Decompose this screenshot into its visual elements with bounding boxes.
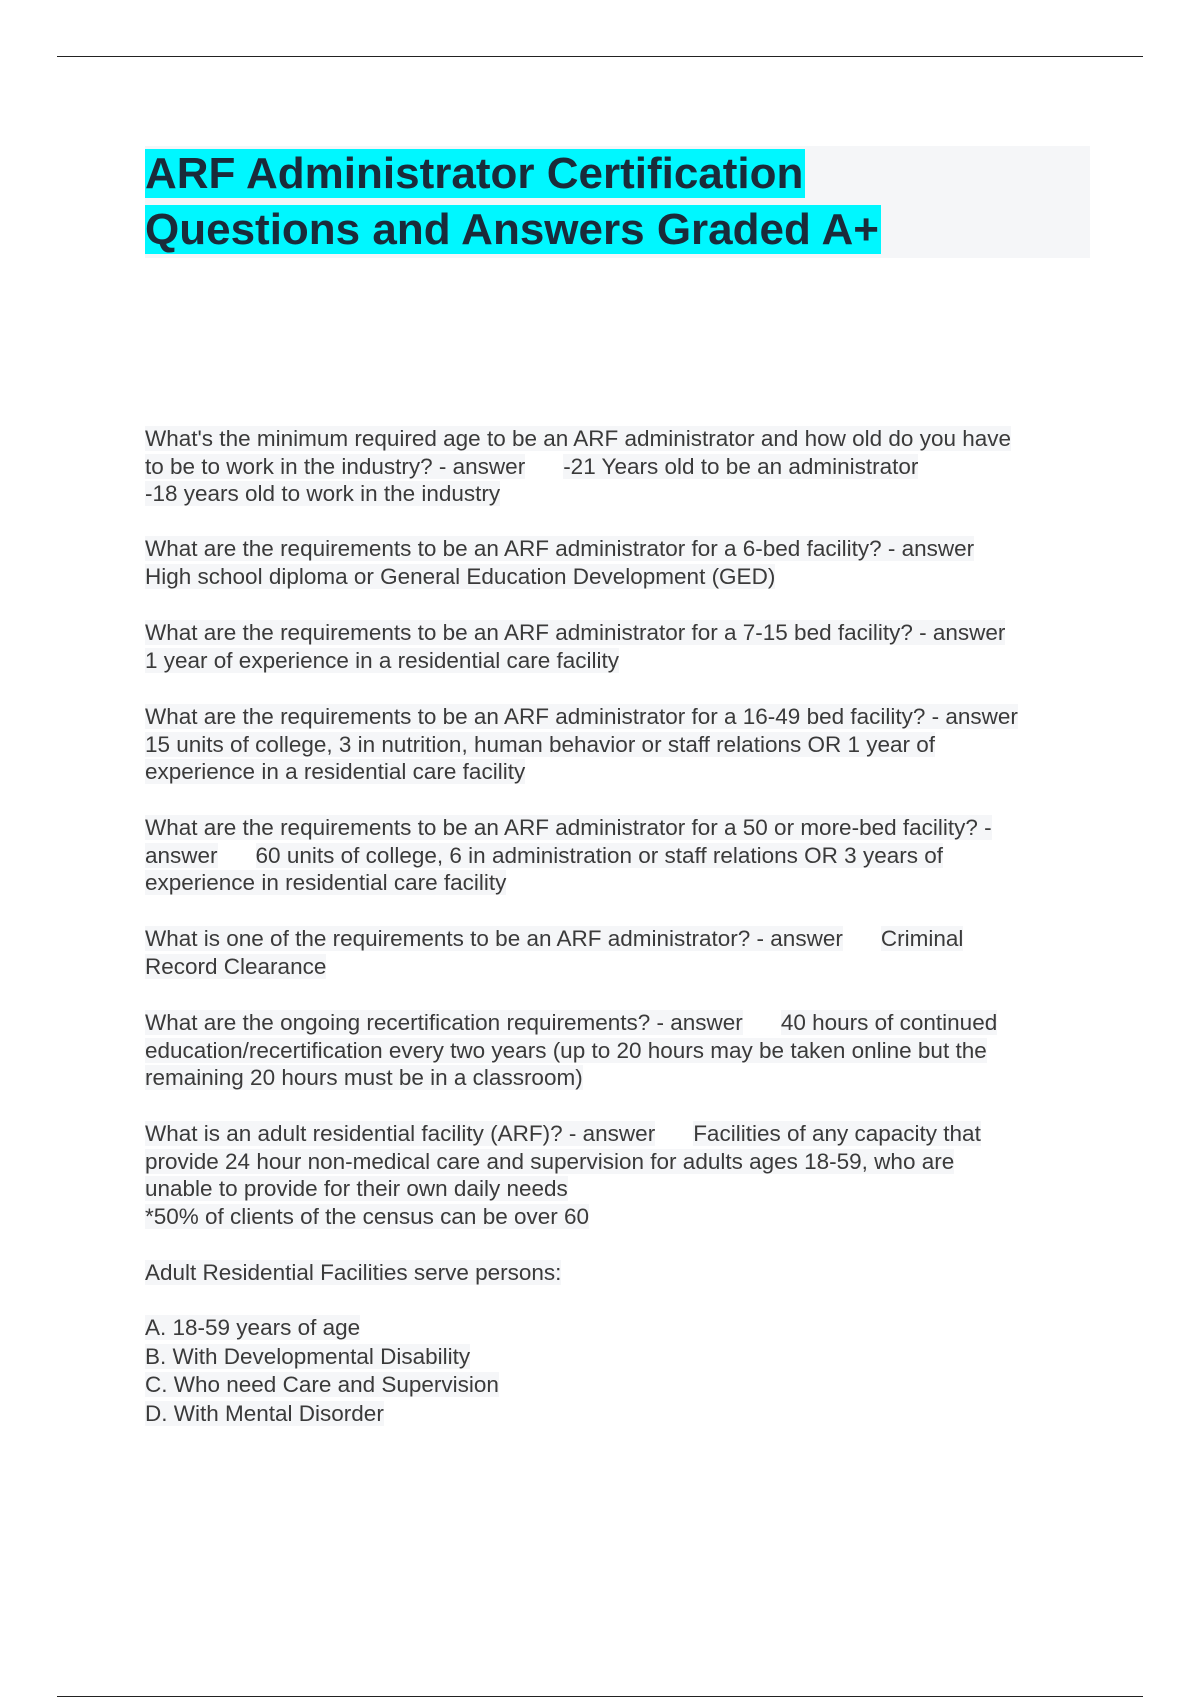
- title-line-2: Questions and Answers Graded A+: [145, 205, 879, 254]
- qa-text: What's the minimum required age to be an ARF administrator and how old do you have: [145, 426, 1012, 451]
- qa-answer: Facilities of any capacity that: [693, 1121, 981, 1146]
- qa-answer: remaining 20 hours must be in a classroom): [145, 1065, 583, 1090]
- qa-answer: Record Clearance: [145, 953, 327, 979]
- qa-item: [145, 619, 1085, 674]
- qa-answer: Criminal: [880, 926, 964, 951]
- qa-answer: 15 units of college, 3 in nutrition, human behavior or staff relations OR 1 year of: [145, 731, 936, 757]
- qa-text: What are the requirements to be an ARF administrator for a 7-15 bed facility? - answer: [145, 620, 1006, 645]
- qa-item: [145, 1009, 1085, 1092]
- list-item: [145, 1314, 499, 1343]
- qa-item: [145, 535, 1085, 590]
- qa-item: [145, 425, 1085, 508]
- qa-answer: unable to provide for their own daily needs: [145, 1176, 568, 1201]
- qa-text: What are the requirements to be an ARF administrator for a 16-49 bed facility? - answer: [145, 704, 1018, 729]
- list-item: [145, 1400, 499, 1429]
- qa-item: [145, 1120, 1085, 1230]
- qa-answer: 40 hours of continued: [780, 1010, 998, 1035]
- option-a: A. 18-59 years of age: [145, 1315, 361, 1340]
- qa-answer: -18 years old to work in the industry: [145, 481, 501, 506]
- qa-item: [145, 1259, 1085, 1287]
- title-line-1: ARF Administrator Certification: [145, 149, 804, 198]
- qa-text: to be to work in the industry? - answer: [145, 453, 526, 479]
- top-rule: [57, 56, 1143, 57]
- qa-answer: experience in residential care facility: [145, 870, 507, 895]
- qa-answer: 60 units of college, 6 in administration or staff relations OR 3 years of: [255, 842, 943, 868]
- option-c: C. Who need Care and Supervision: [145, 1372, 499, 1397]
- qa-item: [145, 703, 1085, 786]
- qa-text: What are the requirements to be an ARF administrator for a 50 or more-bed facility? -: [145, 815, 992, 840]
- option-b: B. With Developmental Disability: [145, 1343, 471, 1369]
- qa-answer: education/recertification every two years (up to 20 hours may be taken online but the: [145, 1037, 987, 1063]
- qa-answer: experience in a residential care facility: [145, 759, 526, 784]
- qa-text: Adult Residential Facilities serve persons:: [145, 1260, 562, 1285]
- bottom-rule: [57, 1696, 1143, 1697]
- qa-text: What is an adult residential facility (ARF)? - answer: [145, 1121, 656, 1146]
- qa-answer: *50% of clients of the census can be over 60: [145, 1203, 590, 1229]
- qa-item: [145, 925, 1085, 980]
- qa-text: What is one of the requirements to be an ARF administrator? - answer: [145, 926, 843, 951]
- qa-answer: provide 24 hour non-medical care and supervision for adults ages 18-59, who are: [145, 1148, 955, 1174]
- qa-answer: -21 Years old to be an administrator: [563, 453, 919, 479]
- qa-answer: 1 year of experience in a residential care facility: [145, 647, 619, 673]
- document-title: [145, 146, 881, 258]
- qa-text: What are the requirements to be an ARF administrator for a 6-bed facility? - answer: [145, 536, 975, 561]
- option-d: D. With Mental Disorder: [145, 1400, 384, 1426]
- answer-options: [145, 1314, 499, 1428]
- qa-text: What are the ongoing recertification requirements? - answer: [145, 1010, 743, 1035]
- qa-answer: High school diploma or General Education Development (GED): [145, 563, 776, 589]
- list-item: [145, 1371, 499, 1400]
- qa-item: [145, 814, 1085, 897]
- list-item: [145, 1343, 499, 1372]
- qa-text: answer: [145, 842, 218, 868]
